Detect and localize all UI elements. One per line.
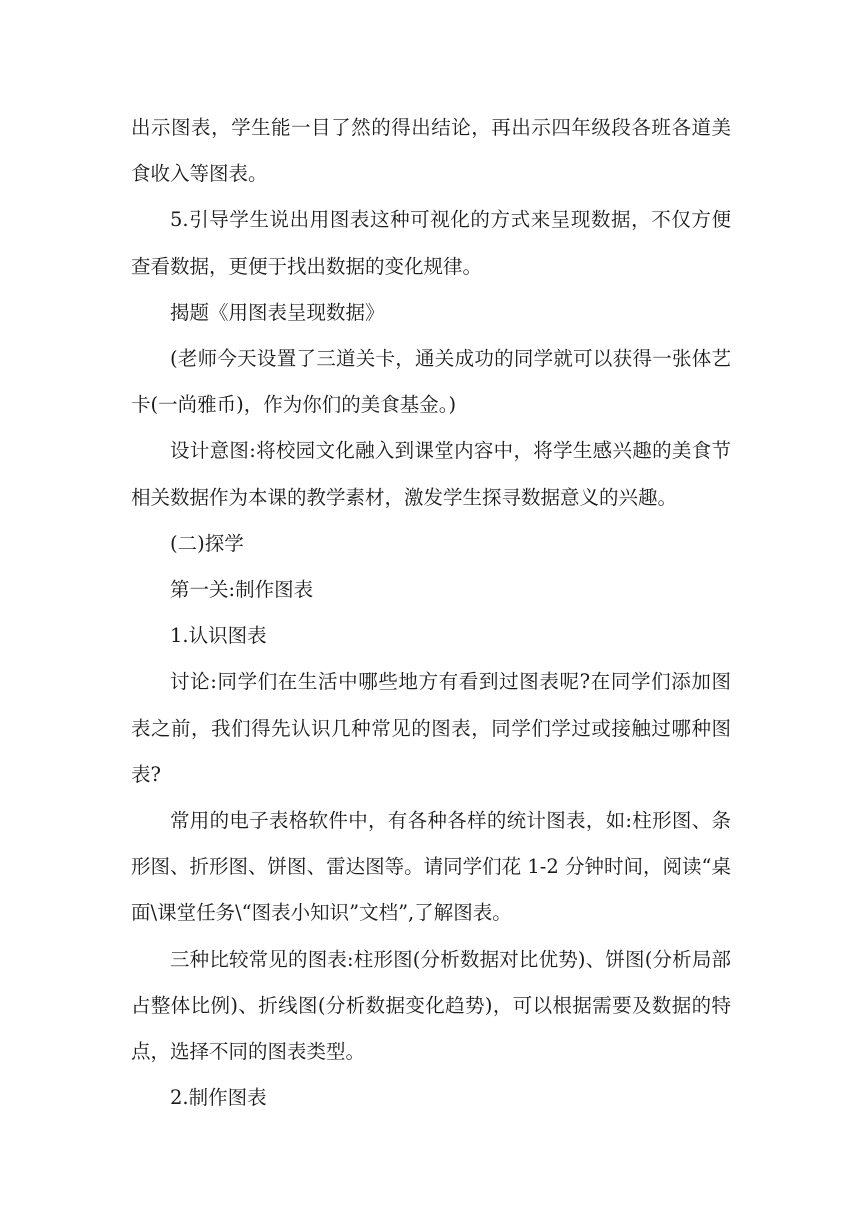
section-heading-explore: (二)探学 — [170, 531, 244, 555]
subheading-make-charts: 2.制作图表 — [170, 1086, 267, 1110]
paragraph-step-5: 5.引导学生说出用图表这种可视化的方式来呈现数据，不仅方便查看数据，更便于找出数据的变化规律。 — [131, 208, 731, 278]
paragraph-conclusion: 出示图表，学生能一目了然的得出结论，再出示四年级段各班各道美食收入等图表。 — [131, 116, 731, 186]
paragraph-chart-types: 常用的电子表格软件中，有各种各样的统计图表，如:柱形图、条形图、折形图、饼图、雷达图等。请同学们花 1-2 分钟时间，阅读“桌面\课堂任务\“图表小知识”文档”,了解图表。 — [131, 809, 731, 925]
paragraph-design-intent: 设计意图:将校园文化融入到课堂内容中，将学生感兴趣的美食节相关数据作为本课的教学素材，激发学生探寻数据意义的兴趣。 — [131, 439, 731, 509]
document-body — [131, 105, 731, 1121]
paragraph-common-charts: 三种比较常见的图表:柱形图(分析数据对比优势)、饼图(分析局部占整体比例)、折线图(分析数据变化趋势)，可以根据需要及数据的特点，选择不同的图表类型。 — [131, 947, 731, 1064]
level-one-heading: 第一关:制作图表 — [170, 578, 314, 602]
paragraph-discussion: 讨论:同学们在生活中哪些地方有看到过图表呢?在同学们添加图表之前，我们得先认识几种常见的图表，同学们学过或接触过哪种图表? — [131, 670, 731, 786]
subheading-know-charts: 1.认识图表 — [170, 624, 267, 648]
paragraph-topic: 揭题《用图表呈现数据》 — [170, 300, 385, 324]
paragraph-teacher-note: (老师今天设置了三道关卡，通关成功的同学就可以获得一张体艺卡(一尚雅币)，作为你们的美食基金。) — [131, 347, 731, 417]
